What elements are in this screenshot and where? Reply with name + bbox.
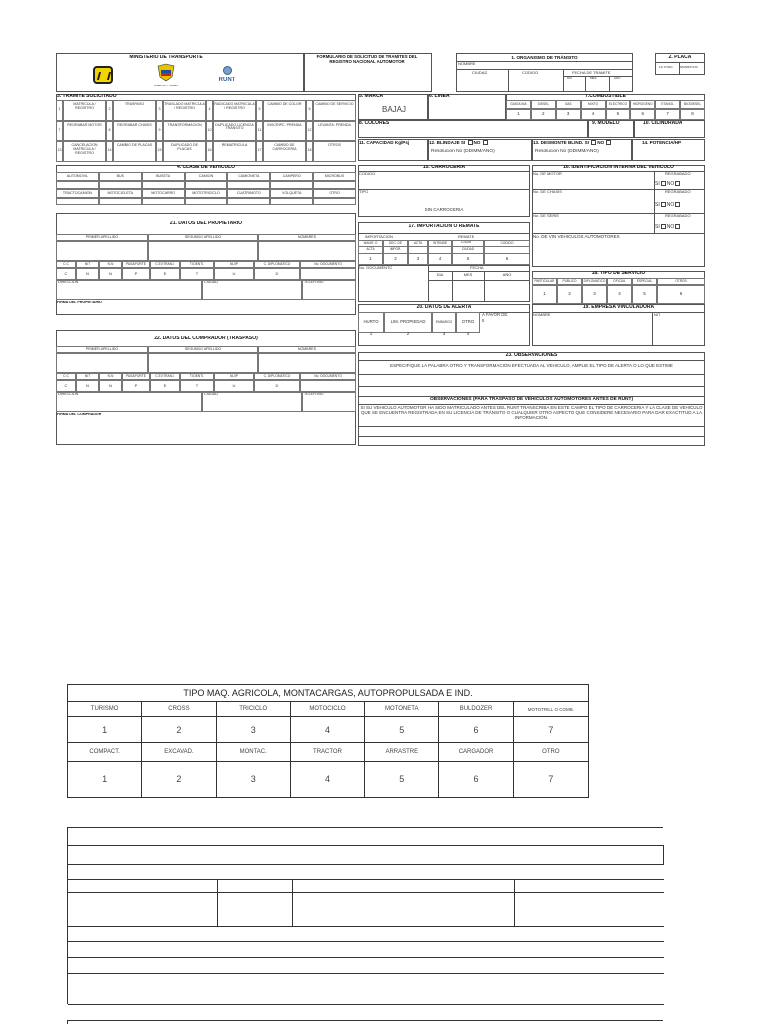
- combustible-option[interactable]: BIODIESEL: [680, 100, 705, 109]
- tramite-number: 15: [156, 141, 163, 162]
- servicio-option[interactable]: PARTICULAR: [532, 278, 557, 285]
- carroceria-title: 15. CARROCERIA: [422, 165, 466, 170]
- serie-regrabado-no[interactable]: [675, 224, 680, 229]
- maquinaria-number: 1: [68, 717, 142, 743]
- comprador-doc-option[interactable]: P: [122, 380, 150, 392]
- importacion-title: 17. IMPORTACIÓN O REMATE: [408, 224, 480, 229]
- comprador-doc-type: No. DOCUMENTO: [300, 373, 356, 380]
- maquinaria-number: 6: [439, 717, 513, 743]
- importacion-col2: IMPOR.: [383, 247, 408, 254]
- clase-option[interactable]: VOLQUETA: [270, 189, 313, 198]
- clase-option[interactable]: MOTOTRICICLO: [185, 189, 228, 198]
- maquinaria-number: 7: [548, 774, 554, 784]
- propietario-name-header: NOMBRES: [258, 234, 356, 241]
- placa-title: 2. PLACA: [668, 55, 692, 60]
- combustible-option[interactable]: MIXTO: [581, 100, 606, 109]
- clase-blank[interactable]: [227, 198, 270, 205]
- tramite-option[interactable]: DUPLICADO LICENCIA TRANSITO: [213, 121, 256, 142]
- tramite-number: 5: [256, 100, 263, 121]
- servicio-number: 1: [532, 285, 557, 304]
- importacion-col: CODIGO: [484, 240, 530, 247]
- maquinaria-option[interactable]: CROSS: [142, 702, 216, 717]
- importacion-col: ACTA: [408, 240, 428, 247]
- alerta-number: 3: [442, 330, 446, 336]
- blindaje-no-checkbox[interactable]: [483, 140, 488, 145]
- combustible-number: 2: [531, 109, 556, 120]
- tramite-option[interactable]: CAMBIO DE SERVICIO: [313, 100, 356, 121]
- clase-blank[interactable]: [56, 198, 99, 205]
- lugar-label: LUGAR: [461, 241, 472, 244]
- capacidad-title: 11. CAPACIDAD Kg/Psj: [359, 140, 410, 145]
- propietario-doc-option[interactable]: D: [254, 268, 300, 280]
- tramite-option[interactable]: CANCELACION MATRICULA / REGISTRO: [63, 141, 106, 162]
- maquinaria-option[interactable]: TRICICLO: [217, 702, 291, 717]
- comprador-title: 22. DATOS DEL COMPRADOR (TRASPASO): [154, 336, 258, 341]
- tramite-number: 18: [306, 141, 313, 162]
- ministry-title: MINISTERIO DE TRANSPORTE: [129, 55, 203, 60]
- desmonte-si-checkbox[interactable]: [591, 140, 596, 145]
- runt-logo: RUNT: [214, 66, 240, 88]
- importacion-option[interactable]: 4: [428, 254, 452, 265]
- clase-blank[interactable]: [313, 181, 356, 189]
- servicio-number: 4: [607, 285, 632, 304]
- tramite-option[interactable]: CAMBIO DE PLACAS: [113, 141, 156, 162]
- clase-option[interactable]: CAMION: [185, 172, 228, 181]
- propietario-doc-option[interactable]: T: [180, 268, 214, 280]
- comprador-doc-option[interactable]: C: [56, 380, 76, 392]
- combustible-number: 4: [581, 109, 606, 120]
- maquinaria-number: 4: [291, 762, 365, 797]
- servicio-title: 18. TIPO DE SERVICIO: [591, 271, 646, 276]
- tramite-number: 10: [206, 121, 213, 142]
- importacion-option[interactable]: 6: [484, 254, 530, 265]
- combustible-number: 8: [680, 109, 705, 120]
- maquinaria-number: 5: [365, 762, 439, 797]
- combustible-number: 6: [630, 109, 655, 120]
- clase-blank[interactable]: [185, 181, 228, 189]
- alerta-option[interactable]: HURTO: [358, 312, 384, 333]
- tramite-option[interactable]: MATRICULA / REGISTRO: [63, 100, 106, 121]
- importacion-option[interactable]: 1: [358, 254, 383, 265]
- propietario-doc-type: C.C: [56, 261, 76, 268]
- combustible-option[interactable]: GAS: [556, 100, 581, 109]
- combustible-number: 1: [506, 109, 531, 120]
- comprador-doc-option[interactable]: D: [254, 380, 300, 392]
- alerta-favor: A FAVOR DE:: [482, 313, 509, 317]
- comprador-doc-option[interactable]: U: [214, 380, 254, 392]
- tramite-option[interactable]: RADICADO MATRICULA / REGISTRO: [213, 100, 256, 121]
- tramite-title: 3. TRAMITE SOLICITADO: [57, 94, 117, 99]
- clase-option[interactable]: MOTOCICLETA: [99, 189, 142, 198]
- clase-blank[interactable]: [99, 181, 142, 189]
- combustible-number: 3: [556, 109, 581, 120]
- clase-option[interactable]: CAMPERO: [270, 172, 313, 181]
- propietario-doc-option[interactable]: P: [122, 268, 150, 280]
- clase-option[interactable]: OTRO: [313, 189, 356, 198]
- comprador-name-header: NOMBRES: [258, 346, 356, 353]
- maquinaria-number: 3: [217, 717, 291, 743]
- tramite-number: 17: [256, 141, 263, 162]
- tramite-option[interactable]: OTROS: [313, 141, 356, 162]
- identificacion-title: 16. IDENTIFICACION INTERNA DEL VEHICULO: [563, 165, 674, 170]
- tramite-number: 13: [56, 141, 63, 162]
- clase-blank[interactable]: [270, 198, 313, 205]
- comprador-doc-type: PASAPORTE: [122, 373, 150, 380]
- maquinaria-option[interactable]: TURISMO: [68, 702, 142, 717]
- clase-option[interactable]: BUS: [99, 172, 142, 181]
- alerta-title: 20. DATOS DE ALERTA: [416, 305, 472, 310]
- servicio-number: 3: [582, 285, 607, 304]
- ministry-logo: [93, 66, 113, 84]
- comprador-doc-type: C.EXTRANJ.: [150, 373, 180, 380]
- maquinaria-option[interactable]: TRACTOR: [291, 743, 365, 762]
- comprador-name-header: SEGUNDO APELLIDO: [148, 346, 258, 353]
- clase-option[interactable]: MOTOCARRO: [142, 189, 185, 198]
- tramite-option[interactable]: CAMBIO DE CARROCERIA: [263, 141, 306, 162]
- clase-title: 4. CLASE DE VEHICULO: [176, 165, 236, 170]
- maquinaria-option[interactable]: MOTONETA: [365, 702, 439, 717]
- clase-blank[interactable]: [313, 198, 356, 205]
- cilindrada-title: 10. CILINDRADA: [643, 121, 683, 126]
- blindaje-title: 12. BLINDAJE SI NO: [429, 140, 489, 145]
- marca-title: 5. MARCA: [359, 94, 384, 99]
- comprador-doc-type: NUIP: [214, 373, 254, 380]
- seal-caption: LIBERTAD Y ORDEN: [154, 85, 178, 87]
- propietario-doc-type: PASAPORTE: [122, 261, 150, 268]
- comprador-doc-option[interactable]: E: [150, 380, 180, 392]
- tramite-option[interactable]: LEVANTA. PRENDA: [313, 121, 356, 142]
- serie-regrabado-si[interactable]: [661, 224, 666, 229]
- propietario-name-header: PRIMER APELLIDO: [56, 234, 148, 241]
- clase-option[interactable]: CUATRIMOTO: [227, 189, 270, 198]
- maquinaria-option[interactable]: MOTOCICLO: [291, 702, 365, 717]
- importacion-col: DEC. DE: [383, 240, 408, 247]
- clase-option[interactable]: TRACTOCAMION: [56, 189, 99, 198]
- clase-blank[interactable]: [99, 198, 142, 205]
- maquinaria-number: 6: [439, 762, 513, 797]
- tramite-option[interactable]: REMATRICULA: [213, 141, 256, 162]
- alerta-number: 1: [369, 330, 373, 336]
- maquinaria-number: 2: [142, 762, 216, 797]
- propietario-doc-option[interactable]: E: [150, 268, 180, 280]
- tramite-number: 6: [306, 100, 313, 121]
- modelo-title: 9. MODELO: [592, 121, 620, 126]
- propietario-doc-type: T.IDENTI.: [180, 261, 214, 268]
- comprador-doc-type: N.N: [99, 373, 122, 380]
- potencia-title: 14. POTENCIA/HP: [642, 140, 682, 145]
- maquinaria-number: 4: [291, 717, 365, 743]
- importacion-col: INTENDE: [428, 240, 452, 247]
- clase-blank[interactable]: [185, 198, 228, 205]
- clase-option[interactable]: CAMIONETA: [227, 172, 270, 181]
- propietario-name-field[interactable]: [148, 241, 258, 261]
- clase-blank[interactable]: [142, 198, 185, 205]
- clase-blank[interactable]: [270, 181, 313, 189]
- comprador-doc-type: NIT: [76, 373, 99, 380]
- maquinaria-option[interactable]: COMPACT.: [68, 743, 142, 762]
- propietario-doc-type: NUIP: [214, 261, 254, 268]
- comprador-telefono[interactable]: TELEFONO: [302, 392, 356, 412]
- propietario-doc-option[interactable]: [300, 268, 356, 280]
- clase-option[interactable]: BUSETA: [142, 172, 185, 181]
- comprador-doc-type: T.IDENTI.: [180, 373, 214, 380]
- obs-runt-title: OBSERVACIONES (PARA TRASPASO DE VEHICULOS AUTOMOTORES ANTES DE RUNT): [429, 397, 634, 402]
- propietario-name-field[interactable]: [258, 241, 356, 261]
- servicio-number: 6: [657, 285, 705, 304]
- alerta-option[interactable]: LIM. PROPIEDAD: [384, 312, 432, 333]
- observaciones-title: 23. OBSERVACIONES: [505, 353, 558, 358]
- maquinaria-option[interactable]: CARGADOR: [439, 743, 513, 762]
- servicio-option[interactable]: OTROS: [657, 278, 705, 285]
- comprador-doc-option[interactable]: T: [180, 380, 214, 392]
- alerta-option[interactable]: OTRO: [456, 312, 480, 333]
- maquinaria-option[interactable]: ARRASTRE: [365, 743, 439, 762]
- page-bottom-box: [67, 1020, 663, 1024]
- desmonte-title: 13. DESMONTE BLIND. SI NO: [533, 140, 612, 145]
- clase-blank[interactable]: [142, 181, 185, 189]
- tramite-number: 2: [106, 100, 113, 121]
- comprador-doc-option[interactable]: N: [99, 380, 122, 392]
- servicio-option[interactable]: DIPLOMATICO: [582, 278, 607, 285]
- maquinaria-option[interactable]: MOTOTRILL O COMB.: [514, 702, 588, 717]
- importacion-col2: ACTA: [358, 247, 383, 254]
- tramite-option[interactable]: REGRABAR MOTOR: [63, 121, 106, 142]
- propietario-doc-type: C. DIPLOMATICO: [254, 261, 300, 268]
- importacion-col2: [484, 247, 530, 254]
- maquinaria-option[interactable]: BULDOZER: [439, 702, 513, 717]
- importacion-option[interactable]: 3: [408, 254, 428, 265]
- maquinaria-number: 7: [514, 717, 588, 743]
- colombia-seal: [155, 63, 177, 83]
- comprador-name-field[interactable]: [148, 353, 258, 373]
- importacion-option[interactable]: 2: [383, 254, 408, 265]
- maquinaria-option[interactable]: EXCAVAD.: [142, 743, 216, 762]
- tramite-number: 14: [106, 141, 113, 162]
- tramite-option[interactable]: CAMBIO DE COLOR: [263, 100, 306, 121]
- comprador-doc-type: C.C: [56, 373, 76, 380]
- chasis-regrabado-si[interactable]: [661, 202, 666, 207]
- importacion-option[interactable]: 5: [452, 254, 484, 265]
- chasis-regrabado-no[interactable]: [675, 202, 680, 207]
- tramite-option[interactable]: INSCRIPC. PRENDA: [263, 121, 306, 142]
- combustible-option[interactable]: ETANOL: [655, 100, 680, 109]
- blindaje-si-checkbox[interactable]: [468, 140, 473, 145]
- alerta-number: 4: [466, 330, 470, 336]
- maquinaria-table: [67, 684, 589, 798]
- empresa-title: 19. EMPRESA VINCULADORA: [582, 305, 655, 310]
- importacion-col2: [428, 247, 452, 254]
- tramite-number: 12: [306, 121, 313, 142]
- maquinaria-number: 2: [142, 717, 216, 743]
- tramite-number: 1: [56, 100, 63, 121]
- propietario-direccion[interactable]: DIRECCION: [56, 280, 202, 300]
- combustible-option[interactable]: DIESEL: [531, 100, 556, 109]
- marca-value[interactable]: BAJAJ: [382, 106, 407, 114]
- maquinaria-title: TIPO MAQ. AGRICOLA, MONTACARGAS, AUTOPROPULSADA E IND.: [68, 685, 588, 702]
- propietario-doc-option[interactable]: U: [214, 268, 254, 280]
- propietario-doc-type: C.EXTRANJ.: [150, 261, 180, 268]
- tramite-option[interactable]: REGRABAR CHASIS: [113, 121, 156, 142]
- clase-blank[interactable]: [227, 181, 270, 189]
- combustible-option[interactable]: GASOLINA: [506, 100, 531, 109]
- maquinaria-number: 5: [365, 717, 439, 743]
- importacion-col: MANIF. O: [358, 240, 383, 247]
- importacion-col2: [408, 247, 428, 254]
- tramite-number: 16: [206, 141, 213, 162]
- maquinaria-option[interactable]: OTRO: [514, 743, 588, 762]
- tramite-number: 7: [56, 121, 63, 142]
- alerta-favor-number: 5: [482, 319, 485, 323]
- propietario-doc-option[interactable]: C: [56, 268, 76, 280]
- comprador-doc-option[interactable]: [300, 380, 356, 392]
- servicio-option[interactable]: OFICIAL: [607, 278, 632, 285]
- clase-option[interactable]: AUTOMOVIL: [56, 172, 99, 181]
- colores-box: [358, 120, 588, 138]
- clase-blank[interactable]: [56, 181, 99, 189]
- servicio-number: 2: [557, 285, 582, 304]
- tramite-number: 9: [156, 121, 163, 142]
- combustible-option[interactable]: HIDROGENO: [630, 100, 655, 109]
- combustible-option[interactable]: ELECTRICO: [606, 100, 631, 109]
- servicio-option[interactable]: ESPECIAL: [632, 278, 657, 285]
- motor-regrabado-si[interactable]: [661, 181, 666, 186]
- desmonte-no-checkbox[interactable]: [606, 140, 611, 145]
- propietario-name-header: SEGUNDO APELLIDO: [148, 234, 258, 241]
- combustible-title: 7.COMBUSTIBLE: [585, 94, 626, 99]
- obs-runt-text: SI SU VEHICULO AUTOMOTOR HA SIDO MATRICULADO ANTES DEL RUNT TRANSCRIBA EN ESTE CAMPO EL TIPO DE CARROCERIA Y LA CLASE DE VEHICULO QUE SE ENCUENTRA REGISTRADA EN SU LICENCIA DE TRÁNSITO O CUALQUIER OTRO ASPECTO QUE CONSIDERE NECESARIO PARA DAR EXACTITUD A LA INFORMACIÓN.: [360, 406, 703, 420]
- propietario-ciudad[interactable]: CIUDAD: [202, 280, 302, 300]
- form-title: FORMULARIO DE SOLICITUD DE TRAMITES DEL REGISTRO NACIONAL AUTOMOTOR: [316, 55, 418, 64]
- comprador-doc-type: C. DIPLOMATICO: [254, 373, 300, 380]
- servicio-option[interactable]: PUBLICO: [557, 278, 582, 285]
- importacion-col2: CIUDAD: [452, 247, 484, 254]
- motor-regrabado-no[interactable]: [675, 181, 680, 186]
- propietario-title: 21. DATOS DEL PROPIETARIO: [169, 221, 243, 226]
- clase-option[interactable]: MICROBUS: [313, 172, 356, 181]
- comprador-firma: FIRMA DEL COMPRADOR: [57, 413, 102, 416]
- tramite-option[interactable]: DUPLICADO DE PLACAS: [163, 141, 206, 162]
- propietario-doc-type: No. DOCUMENTO: [300, 261, 356, 268]
- organism-title: 1. ORGANISMO DE TRÁNSITO: [511, 55, 578, 60]
- colores-title: 8. COLORES: [359, 121, 390, 126]
- combustible-number: 7: [655, 109, 680, 120]
- propietario-doc-type: NIT: [76, 261, 99, 268]
- comprador-name-field[interactable]: [56, 353, 148, 373]
- tramite-number: 4: [206, 100, 213, 121]
- comprador-ciudad[interactable]: CIUDAD: [202, 392, 302, 412]
- tramite-number: 3: [156, 100, 163, 121]
- alerta-number: 2: [406, 330, 410, 336]
- tramite-option[interactable]: TRASPASO: [113, 100, 156, 121]
- blank-table: [67, 827, 663, 1004]
- propietario-name-field[interactable]: [56, 241, 148, 261]
- maquinaria-number: 1: [68, 762, 142, 797]
- tramite-number: 11: [256, 121, 263, 142]
- tramite-option[interactable]: TRASLADO MATRICULA / REGISTRO: [163, 100, 206, 121]
- propietario-firma: FIRMA DEL PROPIETARIO: [57, 301, 102, 304]
- observaciones-text: ESPECIFIQUE LA PALABRA OTRO Y TRANSFORMACIÓN EFECTUADA AL VEHICULO, AMPLIE EL TIPO DE ALERTA O LO QUE ESTIME: [390, 364, 673, 368]
- comprador-direccion[interactable]: DIRECCION: [56, 392, 202, 412]
- maquinaria-option[interactable]: MONTAC.: [217, 743, 291, 762]
- propietario-doc-type: N.N: [99, 261, 122, 268]
- propietario-telefono[interactable]: TELEFONO: [302, 280, 356, 300]
- comprador-doc-option[interactable]: N: [76, 380, 99, 392]
- comprador-name-field[interactable]: [258, 353, 356, 373]
- linea-title: 6. LINEA: [429, 94, 450, 99]
- tramite-number: 8: [106, 121, 113, 142]
- tramite-option[interactable]: TRANSFORMACION: [163, 121, 206, 142]
- propietario-doc-option[interactable]: N: [99, 268, 122, 280]
- maquinaria-number: 3: [217, 762, 291, 797]
- propietario-doc-option[interactable]: N: [76, 268, 99, 280]
- servicio-number: 5: [632, 285, 657, 304]
- comprador-name-header: PRIMER APELLIDO: [56, 346, 148, 353]
- alerta-option[interactable]: EMBARGO: [432, 312, 456, 333]
- combustible-number: 5: [606, 109, 631, 120]
